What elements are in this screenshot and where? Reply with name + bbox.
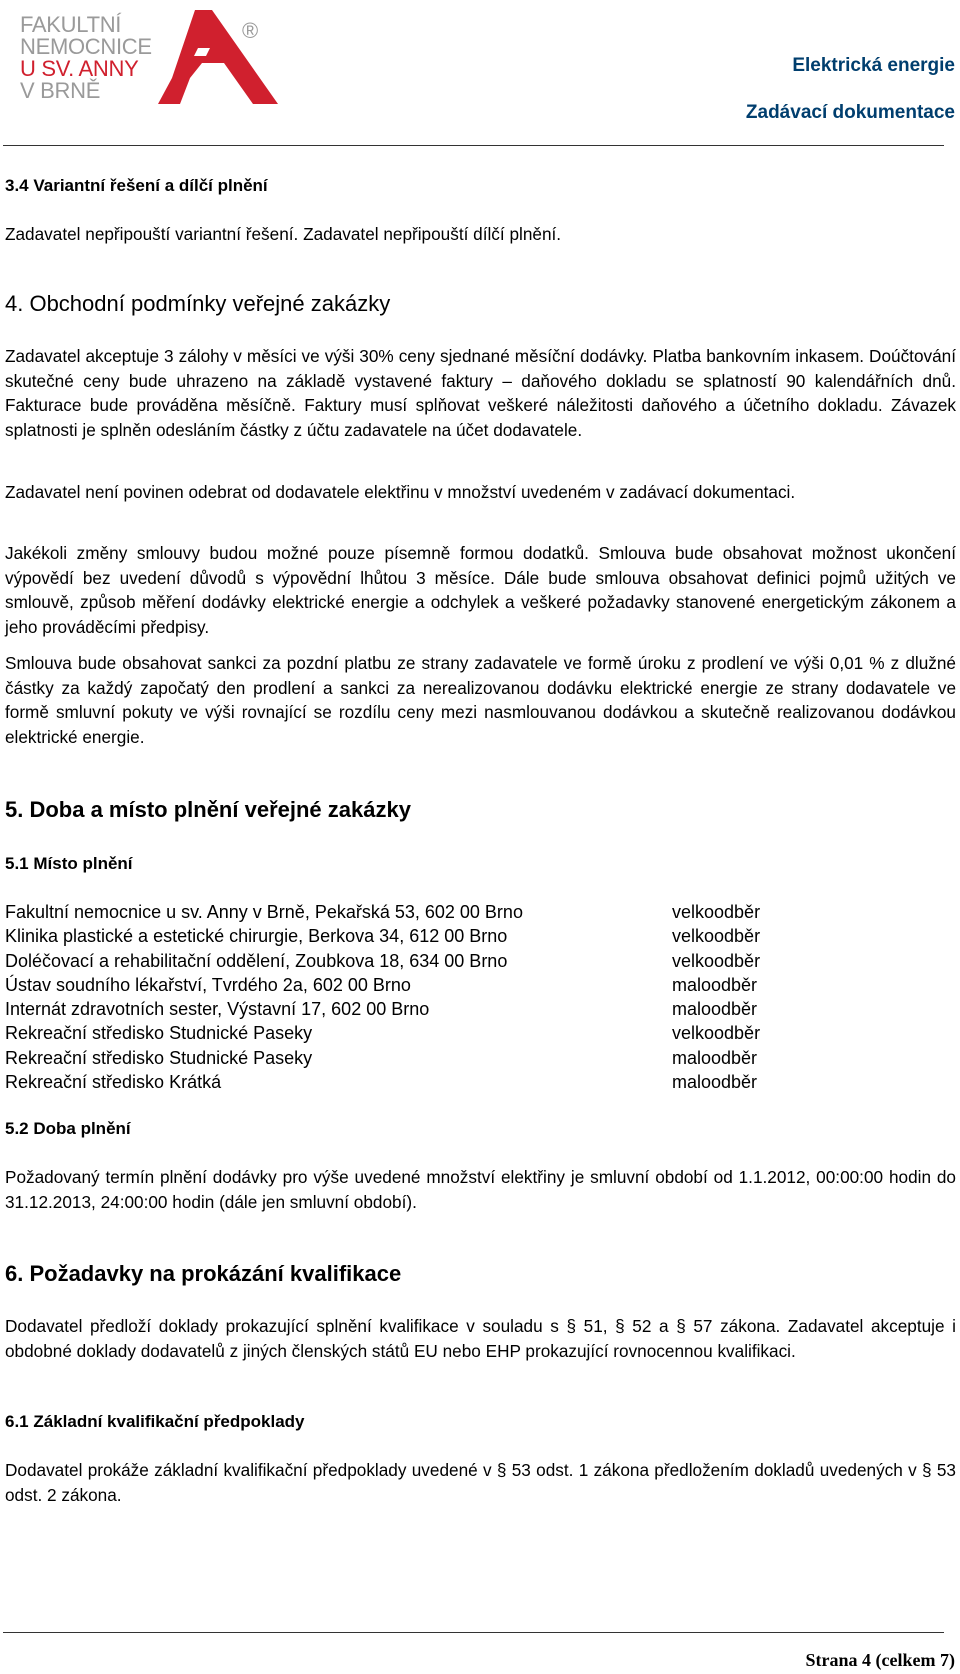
site-type: maloodběr	[672, 974, 758, 995]
site-name: Doléčovací a rehabilitační oddělení, Zoubkova 18, 634 00 Brno	[5, 950, 508, 971]
site-row	[5, 1021, 905, 1045]
site-type: maloodběr	[672, 999, 758, 1020]
site-row	[5, 1070, 905, 1094]
site-row	[5, 924, 905, 948]
site-name: Internát zdravotních sester, Výstavní 17, 602 00 Brno	[5, 999, 430, 1020]
document-title: Elektrická energie	[792, 55, 955, 76]
site-name: Fakultní nemocnice u sv. Anny v Brně, Pekařská 53, 602 00 Brno	[5, 902, 523, 922]
registered-mark: ®	[242, 18, 259, 43]
site-type: velkoodběr	[672, 950, 761, 971]
site-name: Klinika plastické a estetické chirurgie, Berkova 34, 612 00 Brno	[5, 926, 508, 947]
paragraph-6: Dodavatel předloží doklady prokazující splnění kvalifikace v souladu s § 51, § 52 a § 57 zákona. Zadavatel akceptuje i obdobné doklady dodavatelů z jiných členských států EU nebo EHP prokazující rovnocennou kvalifikaci.	[5, 1316, 956, 1361]
paragraph-5-2: Požadovaný termín plnění dodávky pro výše uvedené množství elektřiny je smluvní období od 1.1.2012, 00:00:00 hodin do 31.12.2013, 24:00:00 hodin (dále jen smluvní období).	[5, 1167, 956, 1212]
paragraph-6-1: Dodavatel prokáže základní kvalifikační předpoklady uvedené v § 53 odst. 1 zákona předložením dokladů uvedených v § 53 odst. 2 zákona.	[5, 1460, 956, 1505]
site-row	[5, 997, 905, 1021]
site-name: Rekreační středisko Krátká	[5, 1072, 222, 1093]
paragraph-3-4: Zadavatel nepřipouští variantní řešení. Zadavatel nepřipouští dílčí plnění.	[5, 224, 562, 244]
delivery-sites-list	[5, 900, 905, 1094]
logo-line-2: NEMOCNICE	[20, 34, 152, 59]
heading-6-1: 6.1 Základní kvalifikační předpoklady	[5, 1412, 305, 1431]
site-type: velkoodběr	[672, 902, 761, 922]
header-divider	[3, 145, 944, 146]
site-row	[5, 1046, 905, 1070]
paragraph-4-quantity: Zadavatel není povinen odebrat od dodavatele elektřinu v množství uvedeném v zadávací dokumentaci.	[5, 482, 796, 502]
hospital-logo	[20, 8, 275, 108]
heading-4: 4. Obchodní podmínky veřejné zakázky	[5, 291, 391, 316]
site-name: Ústav soudního lékařství, Tvrdého 2a, 602 00 Brno	[5, 974, 411, 995]
heading-5: 5. Doba a místo plnění veřejné zakázky	[5, 797, 411, 822]
footer-divider	[3, 1632, 944, 1633]
site-type: maloodběr	[672, 1072, 758, 1093]
site-row	[5, 949, 905, 973]
document-subtitle: Zadávací dokumentace	[745, 102, 955, 123]
heading-3-4: 3.4 Variantní řešení a dílčí plnění	[5, 176, 268, 195]
paragraph-4-contract-changes: Jakékoli změny smlouvy budou možné pouze písemně formou dodatků. Smlouva bude obsahovat možnost ukončení výpovědí bez uvedení důvodů s výpovědní lhůtou 3 měsíce. Dále bude smlouva obsahovat definici pojmů užitých ve smlouvě, způsob měření dodávky elektrické energie a odchylek a veškeré požadavky stanovené energetickým zákonem a jeho prováděcími předpisy.	[5, 543, 956, 637]
paragraph-4-sanctions: Smlouva bude obsahovat sankci za pozdní platbu ze strany zadavatele ve formě úroku z prodlení ve výši 0,01 % z dlužné částky za každý započatý den prodlení a sankci za nerealizovanou dodávku elektrické energie ze strany dodavatele ve formě smluvní pokuty ve výši rovnající se rozdílu ceny mezi nasmlouvanou dodávkou a skutečně realizovanou dodávkou elektrické energie.	[5, 653, 956, 747]
site-type: velkoodběr	[672, 1023, 761, 1044]
logo-line-4: V BRNĚ	[20, 78, 101, 103]
heading-6: 6. Požadavky na prokázání kvalifikace	[5, 1261, 402, 1286]
site-row	[5, 900, 905, 924]
site-name: Rekreační středisko Studnické Paseky	[5, 1047, 313, 1068]
paragraph-4-payment: Zadavatel akceptuje 3 zálohy v měsíci ve výši 30% ceny sjednané měsíční dodávky. Platba bankovním inkasem. Doúčtování skutečné ceny bude uhrazeno na základě vystavené faktury – daňového dokladu se splatností 90 kalendářních dnů. Fakturace bude prováděna měsíčně. Faktury musí splňovat veškeré náležitosti daňového a účetního dokladu. Závazek splatnosti je splněn odesláním částky z účtu zadavatele na účet dodavatele.	[5, 346, 956, 440]
heading-5-1: 5.1 Místo plnění	[5, 854, 133, 873]
logo-a-mark-icon	[150, 8, 280, 108]
logo-line-3: U SV. ANNY	[20, 56, 139, 81]
site-name: Rekreační středisko Studnické Paseky	[5, 1023, 313, 1044]
heading-5-2: 5.2 Doba plnění	[5, 1119, 131, 1138]
page-number: Strana 4 (celkem 7)	[805, 1650, 955, 1670]
site-row	[5, 973, 905, 997]
site-type: velkoodběr	[672, 926, 761, 947]
logo-line-1: FAKULTNÍ	[20, 12, 122, 37]
logo-text	[20, 14, 152, 102]
site-type: maloodběr	[672, 1047, 758, 1068]
